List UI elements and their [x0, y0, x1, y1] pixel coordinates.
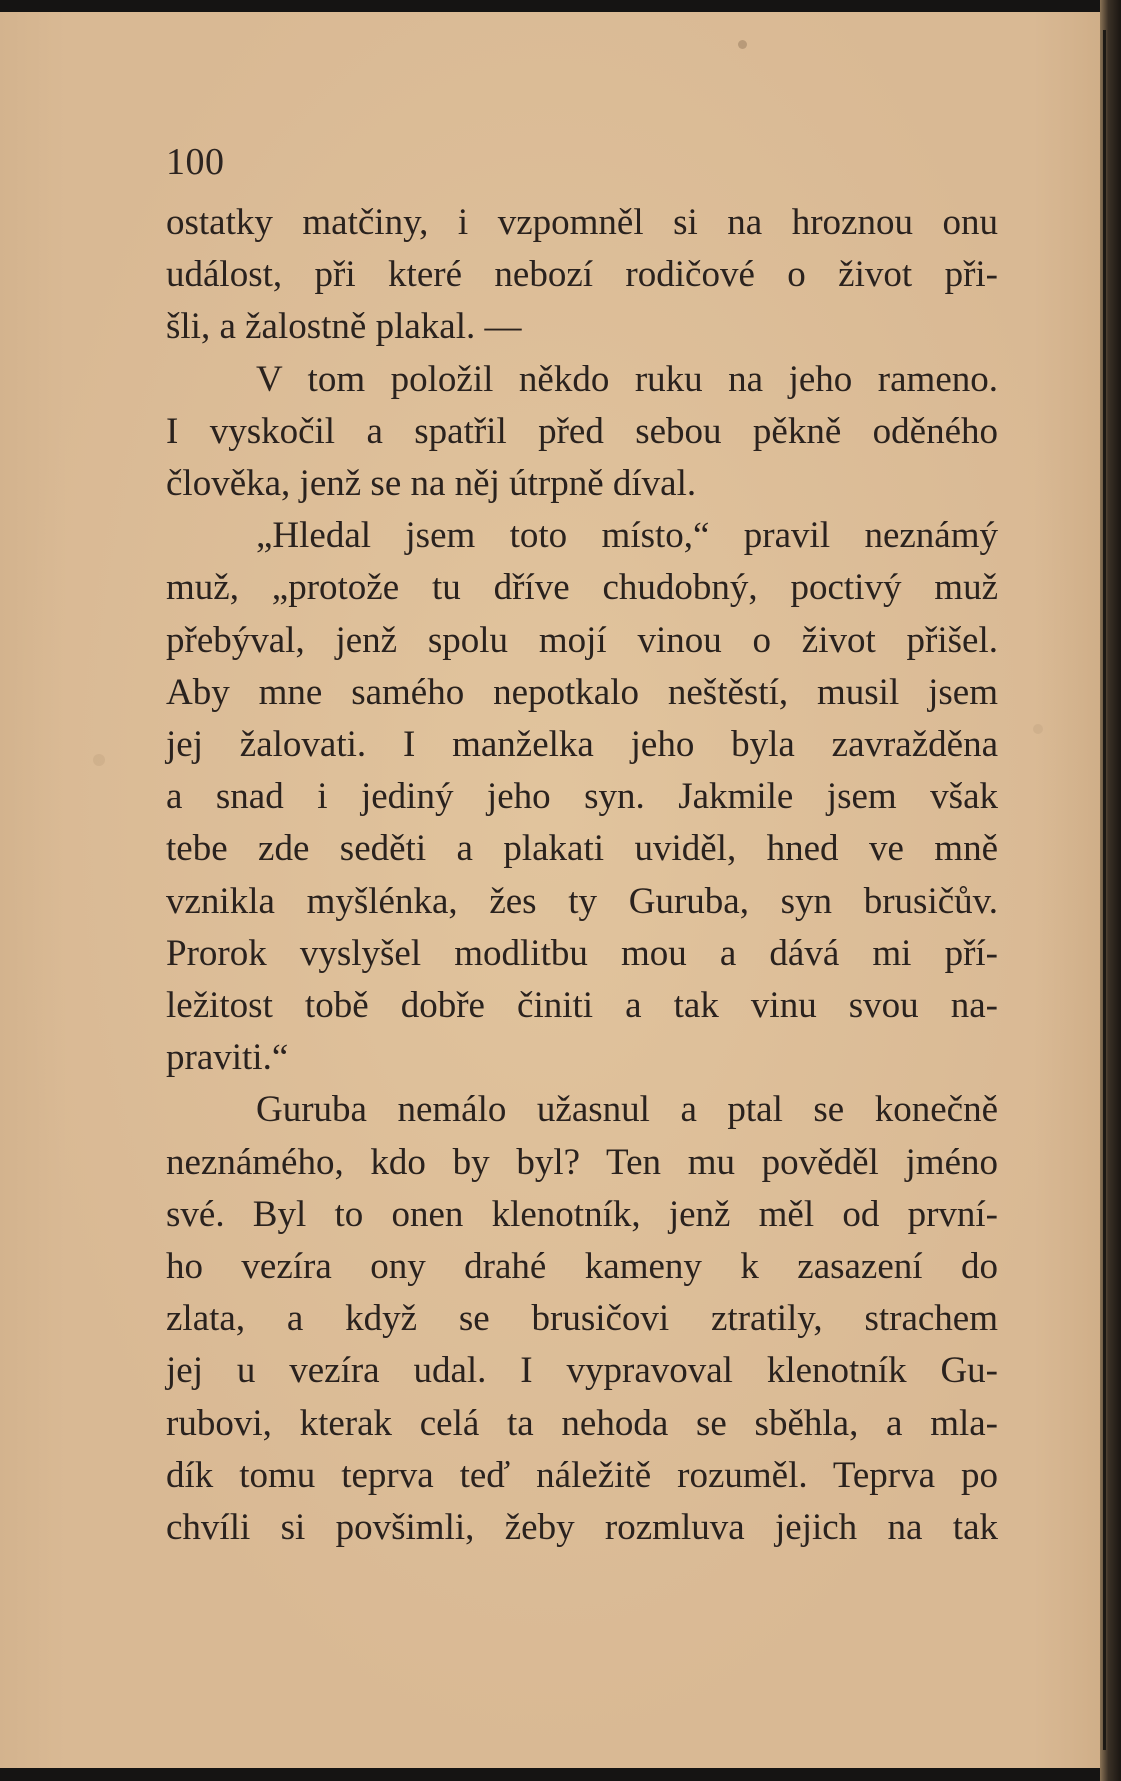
text-line: rubovi, kterak celá ta nehoda se sběhla, a mla-: [166, 1402, 998, 1444]
book-page: [0, 12, 1100, 1768]
text-line: ostatky matčiny, i vzpomněl si na hroznou onu: [166, 202, 998, 243]
paper-speck: [1033, 724, 1043, 734]
text-line: šli, a žalostně plakal. —: [166, 306, 522, 348]
text-line: zlata, a když se brusičovi ztratily, strachem: [166, 1298, 998, 1340]
page-number: 100: [166, 141, 225, 183]
text-line: dík tomu teprva teď náležitě rozuměl. Teprva po: [166, 1454, 998, 1496]
page-text: [166, 197, 998, 1554]
text-line: Guruba nemálo užasnul a ptal se konečně: [256, 1089, 998, 1131]
text-line: a snad i jediný jeho syn. Jakmile jsem však: [166, 776, 998, 818]
text-line: jej u vezíra udal. I vypravoval klenotník Gu-: [166, 1350, 998, 1392]
paper-speck: [93, 754, 105, 766]
text-line: přebýval, jenž spolu mojí vinou o život přišel.: [166, 619, 998, 661]
text-line: Aby mne samého nepotkalo neštěstí, musil jsem: [166, 671, 998, 713]
text-line: neznámého, kdo by byl? Ten mu pověděl jméno: [166, 1141, 998, 1183]
text-line: chvíli si povšimli, žeby rozmluva jejich na tak: [166, 1507, 998, 1549]
text-line: I vyskočil a spatřil před sebou pěkně oděného: [166, 410, 998, 452]
text-line: Prorok vyslyšel modlitbu mou a dává mi pří-: [166, 932, 998, 974]
book-spine-line: [1103, 30, 1106, 1750]
text-line: jej žalovati. I manželka jeho byla zavražděna: [166, 724, 998, 766]
text-line: své. Byl to onen klenotník, jenž měl od první-: [166, 1193, 998, 1235]
text-line: praviti.“: [166, 1037, 289, 1079]
text-line: ležitost tobě dobře činiti a tak vinu svou na-: [166, 985, 998, 1027]
paper-speck: [738, 40, 747, 49]
text-line: vznikla myšlénka, žes ty Guruba, syn brusičův.: [166, 880, 998, 922]
text-line: ho vezíra ony drahé kameny k zasazení do: [166, 1246, 998, 1288]
text-line: „Hledal jsem toto místo,“ pravil neznámý: [256, 515, 998, 557]
text-line: muž, „protože tu dříve chudobný, poctivý muž: [166, 567, 998, 609]
text-line: tebe zde seděti a plakati uviděl, hned ve mně: [166, 828, 998, 870]
text-line: událost, při které nebozí rodičové o život při-: [166, 254, 998, 296]
text-line: člověka, jenž se na něj útrpně díval.: [166, 463, 697, 505]
text-line: V tom položil někdo ruku na jeho rameno.: [256, 358, 998, 400]
